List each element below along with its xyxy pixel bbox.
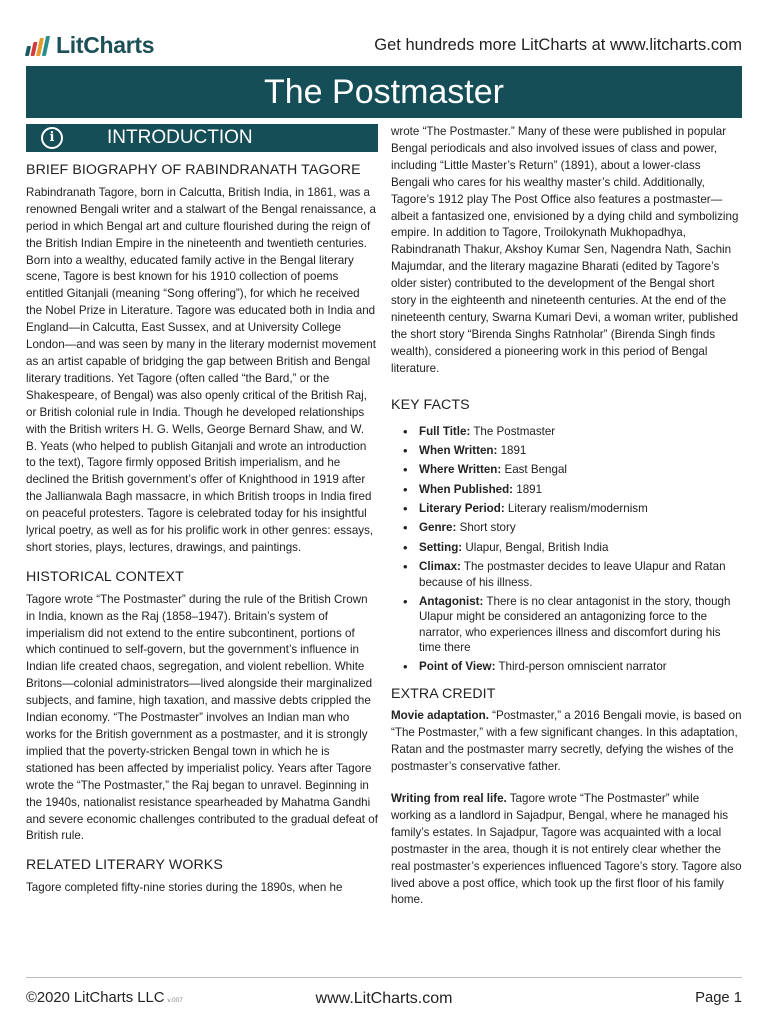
key-fact-item [419,443,742,458]
footer-page-number: Page 1 [695,990,742,1006]
introduction-title: INTRODUCTION [107,126,253,148]
bio-heading: BRIEF BIOGRAPHY OF RABINDRANATH TAGORE [26,162,361,178]
extra-credit-text: “Postmaster,” a 2016 Bengali movie, is based on “The Postmaster,” with a few significant changes. In this adaptation, Ratan and the postmaster marry secretly, defying the wishes of the postmaster’s conservative father. [391,709,742,774]
key-facts-list [391,424,742,675]
left-column [26,124,378,897]
historical-heading: HISTORICAL CONTEXT [26,568,184,585]
key-fact-label: Setting: [419,540,463,554]
bio-text: Rabindranath Tagore, born in Calcutta, British India, in 1861, was a renowned Bengali writer and a stalwart of the Bengal renaissance, a period in which Bengal art and culture flourished during the reign of the British Indian Empire in the nineteenth and twentieth centuries. Born into a wealthy, educated family active in the Bengal literary scene, Tagore is best known for his 1910 collection of poems entitled Gitanjali (meaning “Song offering”), for which he received the Nobel Prize in Literature. Tagore was educated both in India and England—in Calcutta, East Sussex, and at University College London—and was seen by many in the literary modernist movement as an artist capable of bridging the gap between British and Bengal literary traditions. Yet Tagore (often called “the Bard,” or the Shakespeare, of Bengal) was also openly critical of the British Raj, or British colonial rule in India. Though he developed relationships with the British writers H. G. Wells, George Bernard Shaw, and W. B. Yeats (who helped to publish Gitanjali and wrote an introduction to the text), Tagore firmly opposed British imperialism, and he declined the British government’s offer of Knighthood in 1919 after the Jallianwala Bagh massacre, in which British troops in India fired on peaceful protesters. Tagore is celebrated today for his insightful lyrical poetry, as well as for his prolific work in other genres: essays, short stories, plays, lectures, drawings, and paintings. [26,185,376,554]
info-icon: i [41,127,63,149]
key-fact-label: Climax: [419,560,461,574]
related-text-start: Tagore completed fifty-nine stories during the 1890s, when he [26,881,343,895]
key-fact-label: Literary Period: [419,502,505,516]
key-fact-label: When Written: [419,443,498,457]
key-fact-value: Short story [456,521,516,535]
litcharts-logo[interactable] [26,32,154,59]
extra-credit-item [391,791,742,909]
extra-credit-item [391,708,742,776]
related-heading: RELATED LITERARY WORKS [26,857,223,874]
extra-credit-heading: EXTRA CREDIT [391,685,496,702]
key-fact-label: Genre: [419,521,457,535]
key-fact-value: Third-person omniscient narrator [495,660,667,674]
extra-credit-lead: Writing from real life. [391,792,507,806]
extra-credit-text: Tagore wrote “The Postmaster” while working as a landlord in Sajadpur, Bengal, where he managed his family’s estates. In Sajadpur, Tagore was acquainted with a local postmaster in the area, though it is not entirely clear whether the real postmaster’s experiences influenced Tagore’s story. Tagore also lived above a post office, which took up the first floor of his family home. [391,792,742,907]
key-fact-label: When Published: [419,482,514,496]
footer-copyright: ©2020 LitCharts LLC [26,990,165,1006]
key-fact-item [419,482,742,497]
key-fact-label: Full Title: [419,424,471,438]
key-fact-label: Where Written: [419,463,502,477]
key-fact-value: The postmaster decides to leave Ulapur and Ratan because of his illness. [419,560,726,589]
key-fact-value: There is no clear antagonist in the story, though Ulapur might be considered an antagonizing force to the narrator, who experiences illness and discomfort during his time there [419,594,731,654]
key-fact-item [419,520,742,535]
key-fact-item [419,424,742,439]
introduction-banner [26,124,378,152]
key-fact-item [419,540,742,555]
footer-version: v.007 [167,997,183,1004]
logo-text: LitCharts [56,32,155,58]
key-fact-item [419,501,742,516]
extra-credit-lead: Movie adaptation. [391,709,489,723]
key-fact-label: Antagonist: [419,594,484,608]
key-fact-label: Point of View: [419,660,496,674]
page-footer [26,990,742,1012]
key-fact-value: 1891 [497,443,527,457]
right-column [391,124,742,909]
header-tagline[interactable]: Get hundreds more LitCharts at www.litcharts.com [374,36,742,54]
logo-bars-icon [26,36,50,56]
key-facts-heading: KEY FACTS [391,396,470,413]
footer-site-link[interactable]: www.LitCharts.com [315,990,453,1007]
key-fact-value: East Bengal [501,463,567,477]
historical-text: Tagore wrote “The Postmaster” during the rule of the British Crown in India, known as the Raj (1858–1947). Britain’s system of imperialism did not extend to the entire subcontinent, portions of which continued to self-govern, but the government’s influence in Indian life created chaos, segregation, and violent rebellion. White Britons—colonial administrators—lived alongside their marginalized subjects, and famine, high taxation, and massive debts crippled the Indian economy. “The Postmaster” involves an Indian man who works for the British government as a postmaster, and it is strongly implied that the poverty-stricken Bengal town in which he is stationed has been affected by imperialist policy. Years after Tagore wrote the “The Postmaster,” the Raj began to unravel. Beginning in the 1940s, nationalist resistance spearheaded by Mahatma Gandhi and severe economic challenges contributed to the gradual defeat of British rule. [26,592,378,843]
footer-divider [26,977,742,978]
key-fact-item [419,462,742,477]
key-fact-item [419,659,742,674]
key-fact-value: The Postmaster [470,424,556,438]
related-text-continued: wrote “The Postmaster.” Many of these were published in popular Bengal periodicals and also involved issues of class and power, including “Little Master’s Return” (1891), about a lower-class Bengali who cares for his wealthy master’s child. Additionally, Tagore’s 1912 play The Post Office also features a postmaster—albeit a fantasized one, envisioned by a dying child and symbolizing empire. In addition to Tagore, Troilokynath Mukhopadhya, Rabindranath Thakur, Akshoy Kumar Sen, Nagendra Nath, Sachin Majumdar, and the literary magazine Bharati (edited by Tagore’s older sister) contributed to the development of the Bengal short story in the eighteenth and nineteenth centuries. At the end of the nineteenth century, Swarna Kumari Devi, a woman writer, published the short story “Birenda Singhs Ratnholar” (Birenda Singh finds wealth), considered a pioneering work in this period of Bengal literature. [391,125,739,375]
key-fact-value: Ulapur, Bengal, British India [462,540,609,554]
key-fact-item [419,594,742,655]
key-fact-value: Literary realism/modernism [504,502,648,516]
key-fact-item [419,559,742,590]
key-fact-value: 1891 [513,482,543,496]
page-header [26,30,742,64]
page-title: The Postmaster [26,66,742,118]
